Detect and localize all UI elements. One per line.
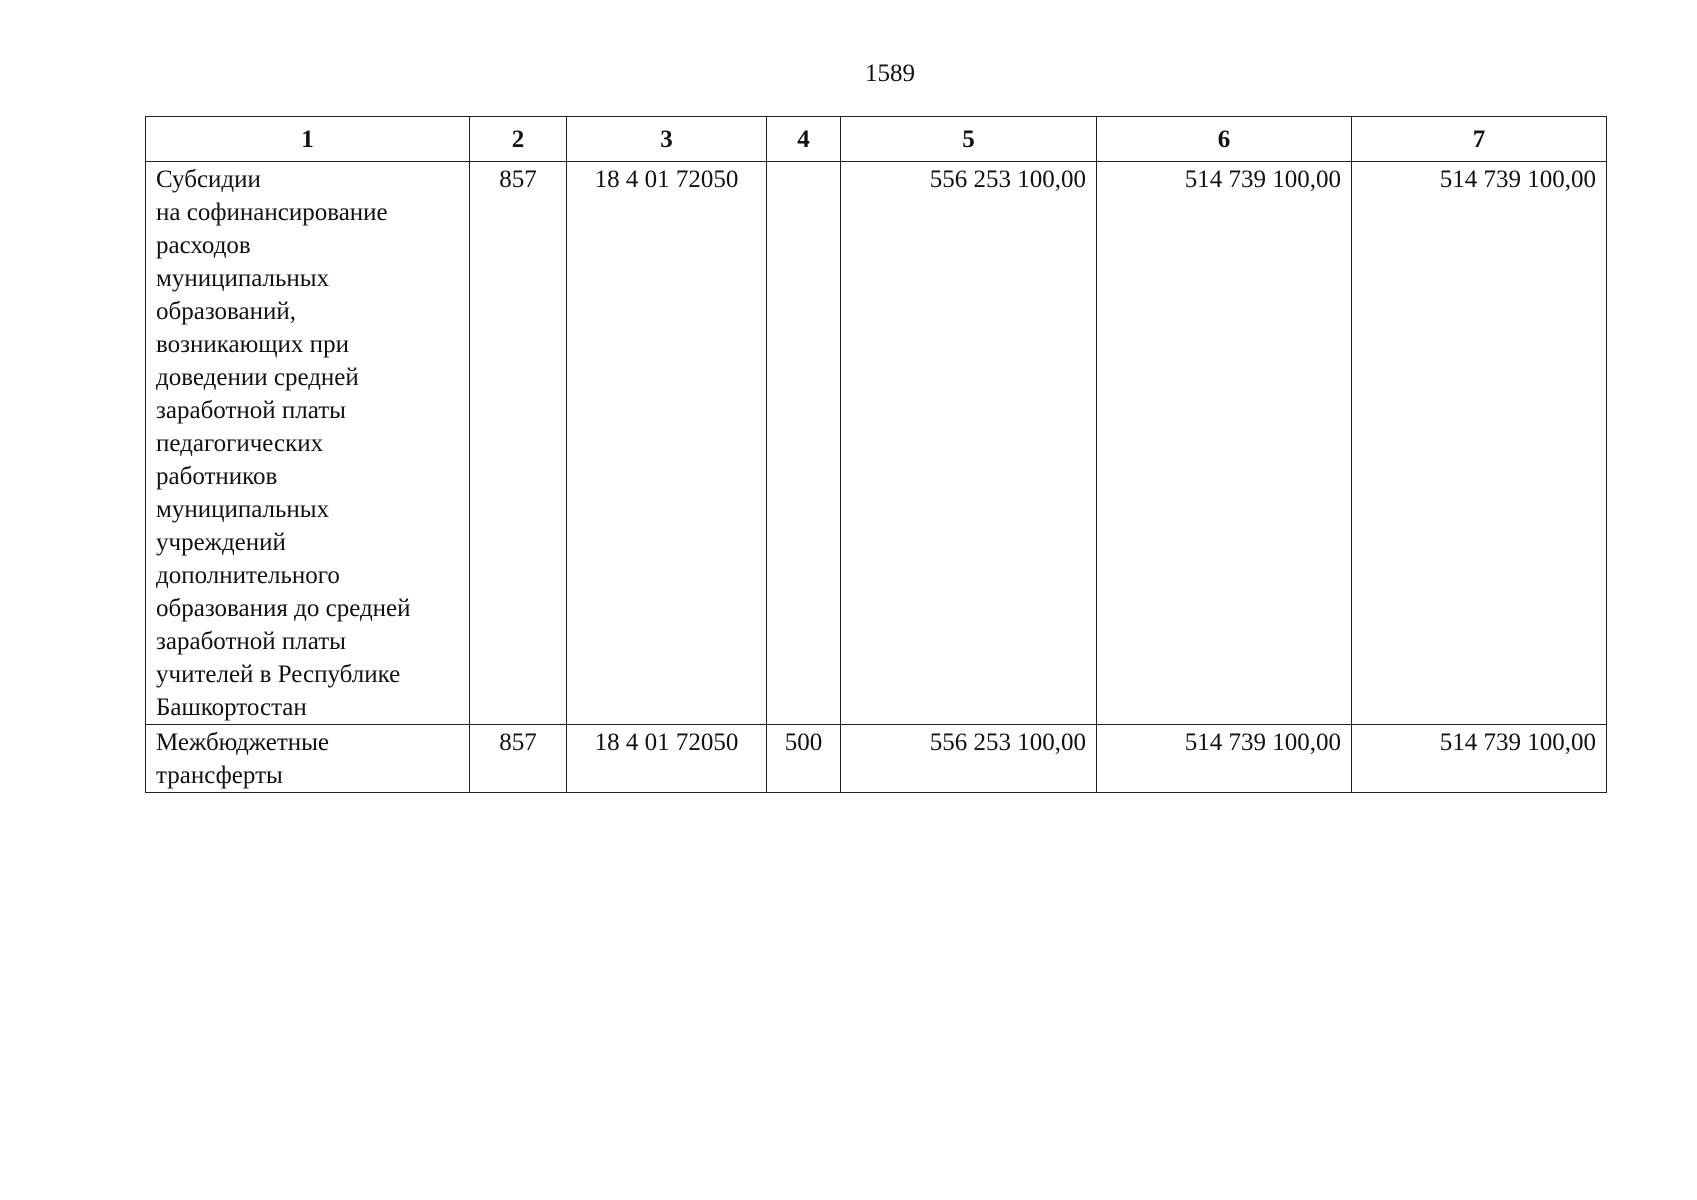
table-header-row: [146, 117, 1607, 162]
column-header-1: 1: [146, 117, 470, 162]
row-name-line: учителей в Республике: [156, 661, 401, 688]
row-col5-cell: 556 253 100,00: [841, 725, 1097, 793]
row-name-line: доведении средней: [156, 364, 359, 391]
column-header-2: 2: [470, 117, 567, 162]
row-name-line: расходов: [156, 232, 251, 259]
row-name-line: Башкортостан: [156, 694, 307, 721]
budget-table: [145, 116, 1607, 793]
row-name-line: педагогических: [156, 430, 324, 457]
row-name-cell: [146, 725, 470, 793]
row-name-line: Субсидии: [156, 166, 261, 193]
row-col7-cell: 514 739 100,00: [1352, 725, 1607, 793]
row-name-line: образования до средней: [156, 595, 411, 622]
column-header-6: 6: [1097, 117, 1352, 162]
row-col5-cell: 556 253 100,00: [841, 162, 1097, 725]
row-col6-cell: 514 739 100,00: [1097, 725, 1352, 793]
column-header-7: 7: [1352, 117, 1607, 162]
row-name-line: работников: [156, 463, 278, 490]
column-header-3: 3: [567, 117, 767, 162]
row-name-line: муниципальных: [156, 265, 330, 292]
row-name-line: образований,: [156, 298, 297, 325]
row-name-line: заработной платы: [156, 397, 346, 424]
row-name-line: возникающих при: [156, 331, 349, 358]
row-col4-cell: [767, 162, 841, 725]
row-col3-cell: 18 4 01 72050: [567, 725, 767, 793]
row-name-cell: [146, 162, 470, 725]
row-col2-cell: 857: [470, 162, 567, 725]
table-row: [146, 162, 1607, 725]
column-header-4: 4: [767, 117, 841, 162]
row-name-line: трансферты: [156, 762, 283, 789]
table-row: [146, 725, 1607, 793]
row-col3-cell: 18 4 01 72050: [567, 162, 767, 725]
row-name-line: Межбюджетные: [156, 729, 330, 756]
row-name-line: на софинансирование: [156, 199, 388, 226]
row-col2-cell: 857: [470, 725, 567, 793]
row-col4-cell: 500: [767, 725, 841, 793]
page-number: 1589: [865, 60, 915, 87]
row-col7-cell: 514 739 100,00: [1352, 162, 1607, 725]
row-name-line: учреждений: [156, 529, 286, 556]
row-name-line: заработной платы: [156, 628, 346, 655]
row-name-line: муниципальных: [156, 496, 330, 523]
column-header-5: 5: [841, 117, 1097, 162]
row-col6-cell: 514 739 100,00: [1097, 162, 1352, 725]
row-name-line: дополнительного: [156, 562, 340, 589]
